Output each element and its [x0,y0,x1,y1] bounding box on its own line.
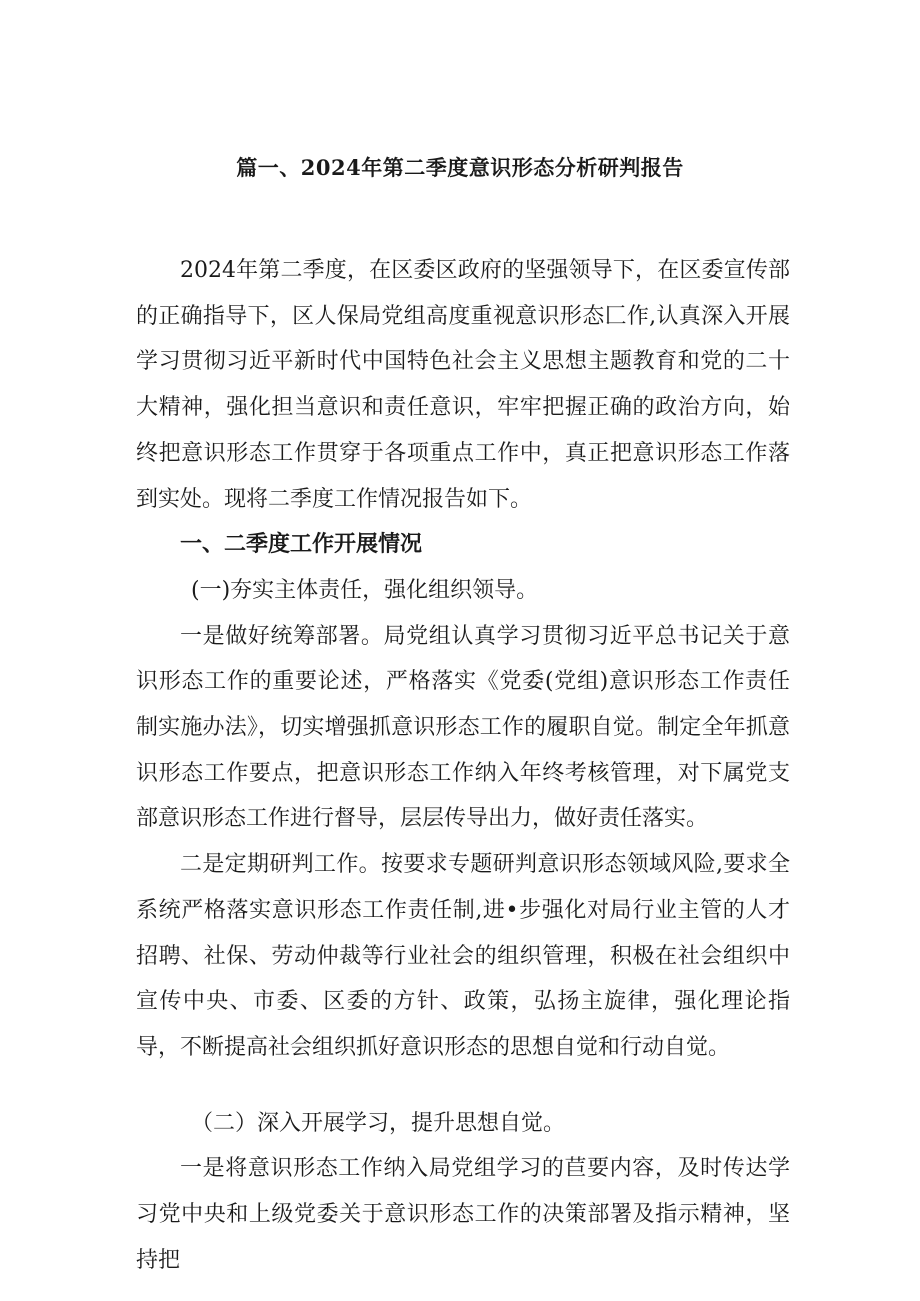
section-heading: 一、二季度工作开展情况 [180,531,423,558]
body-paragraph-2: 二是定期研判工作。按要求专题研判意识形态领域风险,要求全系统严格落实意识形态工作责任制,进•步强化对局行业主管的人才招聘、社保、劳动仲裁等行业社会的组织管理，积极在社会组织中宣传中央、市委、区委的方针、政策，弘扬主旋律，强化理论指导，不断提高社会组织抓好意识形态的思想自觉和行动自觉。 [136,852,790,1060]
body-paragraph-1: 一是做好统筹部署。局党组认真学习贯彻习近平总书记关于意识形态工作的重要论述，严格落实《党委(党组)意识形态工作责任制实施办法》，切实增强抓意识形态工作的履职自觉。制定全年抓意识形态工作要点，把意识形态工作纳入年终考核管理，对下属党支部意识形态工作进行督导，层层传导出力，做好责任落实。 [136,623,790,832]
intro-paragraph: 2024年第二季度，在区委区政府的坚强领导下，在区委宣传部的正确指导下，区人保局党组高度重视意识形态匚作,认真深入开展学习贯彻习近平新时代中国特色社会主义思想主题教育和党的二十大精神，强化担当意识和责任意识，牢牢把握正确的政治方向，始终把意识形态工作贯穿于各项重点工作中，真正把意识形态工作落到实处。现将二季度工作情况报告如下。 [136,258,790,512]
document-body [136,248,790,1283]
document-title: 篇一、2024年第二季度意识形态分析研判报告 [236,155,684,180]
subsection-heading-2: （二）深入开展学习，提升思想自觉。 [191,1110,566,1136]
subsection-heading-1: (一)夯实主体责任，强化组织领导。 [191,577,539,603]
body-paragraph-3: 一是将意识形态工作纳入局党组学习的苣要内容，及时传达学习党中央和上级党委关于意识形态工作的决策部署及指示精神，坚持把 [136,1156,790,1273]
